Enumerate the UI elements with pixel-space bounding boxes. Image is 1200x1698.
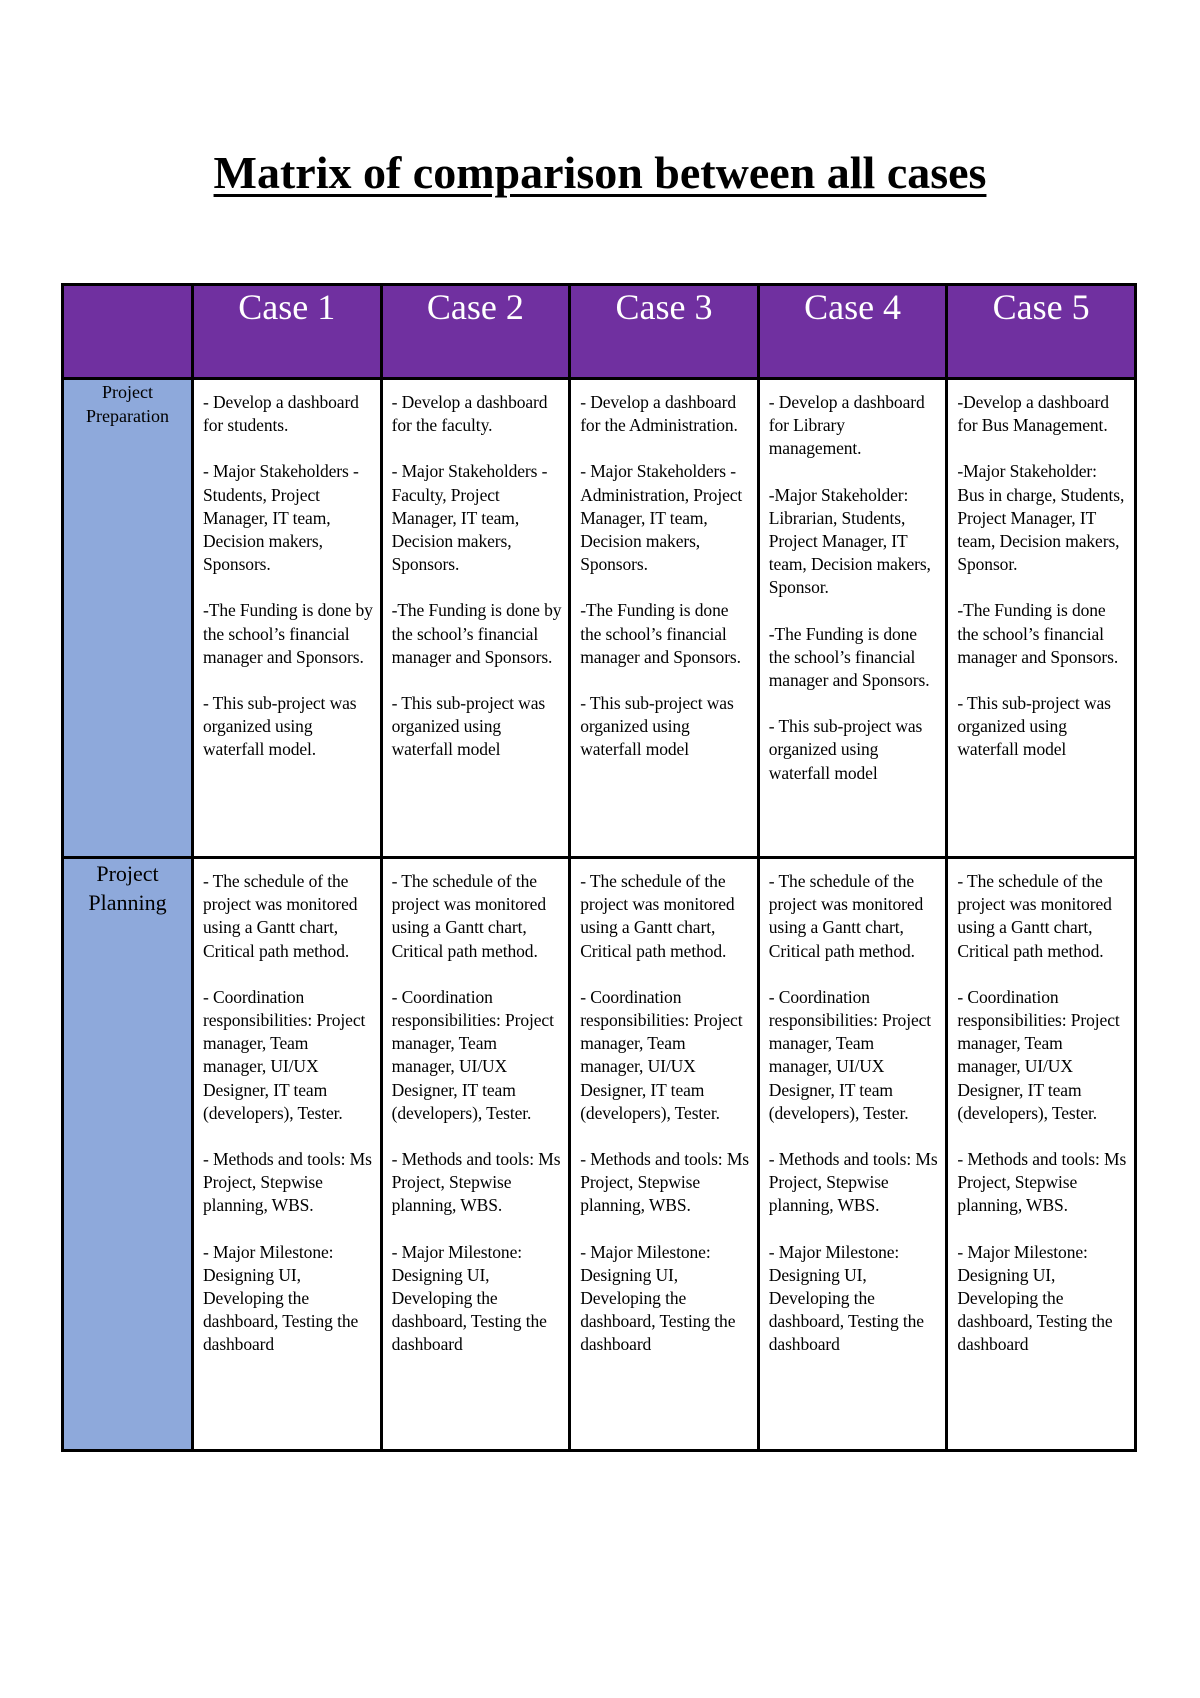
row-header-project-preparation: Project Preparation: [63, 379, 193, 858]
column-header-case-2: Case 2: [381, 285, 570, 379]
cell-paragraph: -The Funding is done the school’s financial manager and Sponsors.: [768, 623, 930, 691]
cell-paragraph: - Develop a dashboard for Library management.: [768, 392, 925, 459]
cell-paragraph: - This sub-project was organized using waterfall model: [768, 716, 923, 783]
table-cell-case-1: [193, 379, 382, 858]
cell-paragraph: - Major Stakeholders - Administration, Project Manager, IT team, Decision makers, Sponsors.: [580, 461, 743, 575]
column-header-case-5: Case 5: [947, 285, 1136, 379]
table-cell-case-2: [381, 379, 570, 858]
cell-paragraph: - Major Milestone: Designing UI, Developing the dashboard, Testing the dashboard: [580, 1241, 736, 1355]
comparison-matrix: [61, 283, 1137, 1452]
table-cell-case-5: [947, 858, 1136, 1451]
cell-paragraph: - Coordination responsibilities: Project manager, Team manager, UI/UX Designer, IT team (developers), Tester.: [957, 986, 1120, 1123]
row-header-project-planning: Project Planning: [63, 858, 193, 1451]
cell-paragraph: - The schedule of the project was monitored using a Gantt chart, Critical path method.: [203, 871, 358, 961]
table-row-project-preparation: [63, 379, 1136, 858]
cell-paragraph: - The schedule of the project was monitored using a Gantt chart, Critical path method.: [580, 871, 735, 961]
table-cell-case-1: [193, 858, 382, 1451]
table-row-project-planning: [63, 858, 1136, 1451]
cell-paragraph: - Develop a dashboard for the faculty.: [391, 392, 548, 436]
cell-paragraph: - Methods and tools: Ms Project, Stepwise planning, WBS.: [957, 1149, 1127, 1216]
cell-paragraph: - The schedule of the project was monitored using a Gantt chart, Critical path method.: [768, 871, 924, 961]
cell-paragraph: - Methods and tools: Ms Project, Stepwise planning, WBS.: [203, 1149, 372, 1216]
cell-paragraph: - Methods and tools: Ms Project, Stepwise planning, WBS.: [391, 1149, 561, 1216]
cell-paragraph: -The Funding is done the school’s financial manager and Sponsors.: [957, 600, 1119, 667]
cell-paragraph: - Methods and tools: Ms Project, Stepwise planning, WBS.: [768, 1149, 938, 1216]
cell-paragraph: - Major Milestone: Designing UI, Developing the dashboard, Testing the dashboard: [391, 1241, 547, 1355]
cell-paragraph: - Major Milestone: Designing UI, Developing the dashboard, Testing the dashboard: [768, 1241, 924, 1355]
cell-paragraph: - This sub-project was organized using waterfall model: [580, 693, 734, 760]
table-cell-case-3: [570, 858, 759, 1451]
cell-paragraph: - Develop a dashboard for students.: [203, 392, 359, 436]
table-cell-case-4: [758, 379, 947, 858]
table-cell-case-2: [381, 858, 570, 1451]
column-header-case-3: Case 3: [570, 285, 759, 379]
cell-paragraph: - The schedule of the project was monitored using a Gantt chart, Critical path method.: [957, 871, 1112, 961]
cell-paragraph: - Coordination responsibilities: Project manager, Team manager, UI/UX Designer, IT team (developers), Tester.: [768, 986, 932, 1123]
table-cell-case-4: [758, 858, 947, 1451]
table-cell-case-3: [570, 379, 759, 858]
cell-paragraph: - Coordination responsibilities: Project manager, Team manager, UI/UX Designer, IT team (developers), Tester.: [203, 986, 366, 1123]
cell-paragraph: - This sub-project was organized using waterfall model: [957, 693, 1111, 760]
cell-paragraph: - Major Milestone: Designing UI, Developing the dashboard, Testing the dashboard: [957, 1241, 1113, 1355]
cell-paragraph: - Major Stakeholders - Students, Project Manager, IT team, Decision makers, Sponsors.: [203, 461, 359, 575]
cell-paragraph: - The schedule of the project was monitored using a Gantt chart, Critical path method.: [391, 871, 546, 961]
cell-paragraph: - This sub-project was organized using waterfall model.: [203, 693, 357, 760]
cell-paragraph: - Develop a dashboard for the Administration.: [580, 392, 738, 436]
cell-paragraph: - Coordination responsibilities: Project manager, Team manager, UI/UX Designer, IT team (developers), Tester.: [391, 986, 554, 1123]
column-header-case-1: Case 1: [193, 285, 382, 379]
column-header-case-4: Case 4: [758, 285, 947, 379]
cell-paragraph: -Develop a dashboard for Bus Management.: [957, 392, 1109, 436]
cell-paragraph: - This sub-project was organized using waterfall model: [391, 693, 546, 760]
cell-paragraph: - Coordination responsibilities: Project manager, Team manager, UI/UX Designer, IT team (developers), Tester.: [580, 986, 743, 1123]
table-cell-case-5: [947, 379, 1136, 858]
cell-paragraph: -The Funding is done by the school’s financial manager and Sponsors.: [203, 600, 373, 667]
cell-paragraph: -The Funding is done the school’s financial manager and Sponsors.: [580, 600, 741, 667]
cell-paragraph: -Major Stakeholder: Bus in charge, Students, Project Manager, IT team, Decision makers, Sponsor.: [957, 461, 1125, 575]
cell-paragraph: - Methods and tools: Ms Project, Stepwise planning, WBS.: [580, 1149, 749, 1216]
cell-paragraph: - Major Stakeholders - Faculty, Project Manager, IT team, Decision makers, Sponsors.: [391, 461, 548, 575]
cell-paragraph: -The Funding is done by the school’s financial manager and Sponsors.: [391, 600, 562, 667]
corner-cell: [63, 285, 193, 379]
cell-paragraph: -Major Stakeholder: Librarian, Students, Project Manager, IT team, Decision makers, Sponsor.: [768, 484, 931, 598]
cell-paragraph: - Major Milestone: Designing UI, Developing the dashboard, Testing the dashboard: [203, 1241, 359, 1355]
page-title: Matrix of comparison between all cases: [213, 147, 987, 198]
header-row: [63, 285, 1136, 379]
